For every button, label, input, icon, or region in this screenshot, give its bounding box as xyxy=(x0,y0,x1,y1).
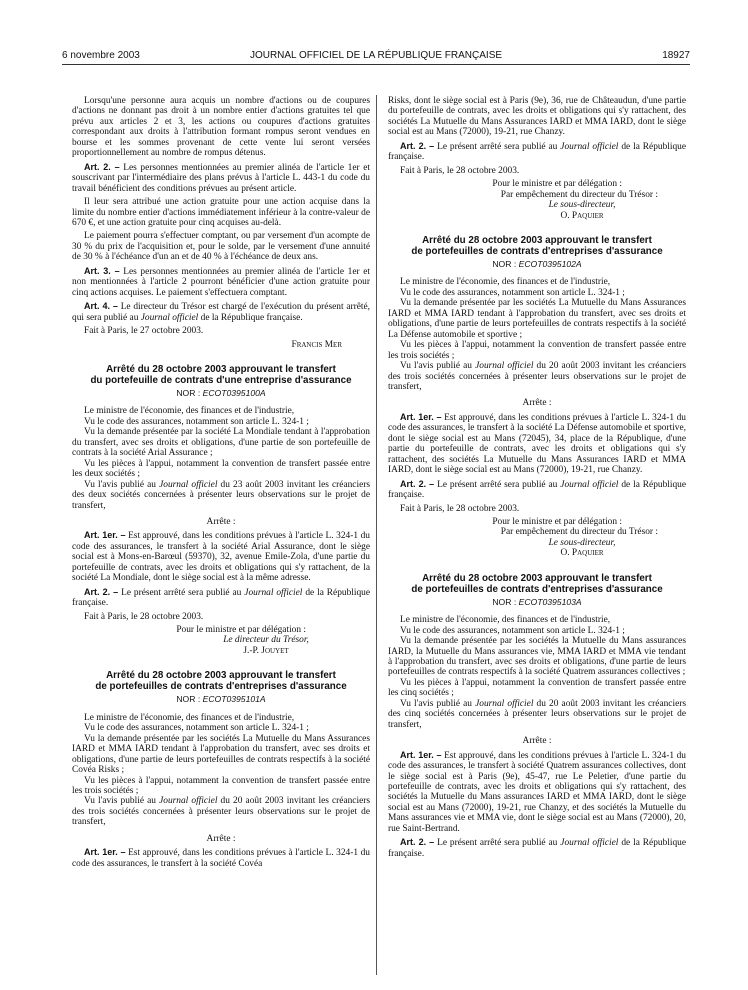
paragraph: Vu le code des assurances, notamment son article L. 324-1 ; xyxy=(400,625,625,636)
signature-line: Le directeur du Trésor, xyxy=(223,635,309,646)
article-4: Art. 4. – Le directeur du Trésor est chargé de l'exécution du présent arrêté, qui sera publié au Journal officiel de la République française. xyxy=(72,301,371,323)
paragraph: Risks, dont le siège social est à Paris (9e), 36, rue de Châteaudun, d'une partie du portefeuille de contrats, avec les droits et obligations qui s'y rattachent, des sociétés La Mutuelle du Mans Assurances IARD et MMA IARD, dont le siège social est au Mans (72000), 19-21, rue Chanzy. xyxy=(388,96,686,138)
nor-reference: NOR : ECOT0395101A xyxy=(176,694,266,705)
header-page-number: 18927 xyxy=(662,50,690,61)
arrete-heading: Arrête : xyxy=(522,398,552,409)
paragraph: Le ministre de l'économie, des finances et de l'industrie, xyxy=(84,712,295,723)
fait-a-paris: Fait à Paris, le 28 octobre 2003. xyxy=(400,165,520,176)
article-1: Art. 1er. – Est approuvé, dans les conditions prévues à l'article L. 324-1 du code des assurances, le transfert à la société Arial Assurance, dont le siège social est à Mons-en-Barœul (59370), 32, avenue Emile-Zola, d'une partie du portefeuille de contrats, avec les droits et obligations qui s'y rattachent, de la société La Mondiale, dont le siège social est à la même adresse. xyxy=(72,530,370,584)
column-divider xyxy=(376,95,377,975)
paragraph: Vu les pièces à l'appui, notamment la convention de transfert passée entre les trois sociétés ; xyxy=(388,340,686,361)
nor-reference: NOR : ECOT0395100A xyxy=(176,387,266,398)
paragraph: Vu les pièces à l'appui, notamment la convention de transfert passée entre les deux sociétés ; xyxy=(72,458,370,480)
right-column xyxy=(388,96,686,859)
paragraph: Vu l'avis publié au Journal officiel du 23 août 2003 invitant les créanciers des deux sociétés concernées à présenter leurs observations sur le projet de transfert, xyxy=(72,479,371,511)
paragraph: Vu les pièces à l'appui, notamment la convention de transfert passée entre les trois sociétés ; xyxy=(72,775,370,797)
header-date: 6 novembre 2003 xyxy=(62,50,140,61)
paragraph: Vu la demande présentée par les sociétés La Mutuelle du Mans Assurances IARD et MMA IARD tendant à l'approbation du transfert, avec ses droits et obligations, d'une partie de leurs portefeuilles de contrats respectifs à la société Covéa Risks ; xyxy=(72,733,370,776)
article-2: Art. 2. – Le présent arrêté sera publié au Journal officiel de la République française. xyxy=(72,586,371,609)
paragraph: Vu la demande présentée par les sociétés la Mutuelle du Mans assurances IARD, la Mutuelle du Mans assurances vie, MMA IARD et MMA vie tendant à l'approbation du transfert, avec ses droits et obligations, d'une partie de leurs portefeuilles de contrats respectifs à la société Quatrem assurances collectives ; xyxy=(388,636,686,678)
decree-title: Arrêté du 28 octobre 2003 approuvant le transfert de portefeuilles de contrats d'entreprises d'assurance xyxy=(411,572,663,595)
paragraph: Vu la demande présentée par les sociétés La Mutuelle du Mans Assurances IARD et MMA IARD tendant à l'approbation du transfert, avec ses droits et obligations, d'une partie de leurs portefeuilles de contrats respectifs à la société La Défense automobile et sportive ; xyxy=(388,298,686,340)
header-rule xyxy=(62,64,690,65)
signature-line: Par empêchement du directeur du Trésor : xyxy=(500,527,658,538)
left-column xyxy=(72,96,370,869)
signature-line: Par empêchement du directeur du Trésor : xyxy=(500,189,658,200)
paragraph: Lorsqu'une personne aura acquis un nombre d'actions ou de coupures d'actions ne donnant pas droit à un nombre entier d'actions gratuites tel que prévu aux articles 2 et 3, les actions ou coupures d'actions gratuites correspondant aux droits à l'attribution formant rompus seront vendues en bourse et les sommes provenant de cette vente lui seront versées proportionnellement au nombre de rompus détenus. xyxy=(72,96,370,159)
signature-name: O. Paquier xyxy=(560,210,604,221)
article-2: Art. 2. – Les personnes mentionnées au premier alinéa de l'article 1er et souscrivant par l'intermédiaire des plans prévus à l'article L. 443-1 du code du travail bénéficient des conditions prévues au présent article. xyxy=(72,161,371,194)
arrete-heading: Arrête : xyxy=(206,516,236,527)
fait-a-paris: Fait à Paris, le 28 octobre 2003. xyxy=(400,503,520,514)
arrete-heading: Arrête : xyxy=(206,833,236,844)
article-1: Art. 1er. – Est approuvé, dans les conditions prévues à l'article L. 324-1 du code des assurances, le transfert à la société La Défense automobile et sportive, dont le siège social est au Mans (72045), 34, place de la République, d'une partie du portefeuille de contrats, avec les droits et obligations qui s'y rattachent, des sociétés La Mutuelle du Mans Assurances IARD et MMA IARD, dont le siège social est au Mans (72000), 19-21, rue Chanzy. xyxy=(388,411,686,476)
arrete-heading: Arrête : xyxy=(522,736,552,747)
paragraph: Vu l'avis publié au Journal officiel du 20 août 2003 invitant les créanciers des trois sociétés concernées à présenter leurs observations sur le projet de transfert, xyxy=(388,361,687,392)
paragraph: Le ministre de l'économie, des finances et de l'industrie, xyxy=(84,406,295,417)
decree-title: Arrêté du 28 octobre 2003 approuvant le transfert de portefeuilles de contrats d'entreprises d'assurance xyxy=(95,670,347,693)
decree-title: Arrêté du 28 octobre 2003 approuvant le transfert du portefeuille de contrats d'une entreprise d'assurance xyxy=(90,363,352,386)
decree-title: Arrêté du 28 octobre 2003 approuvant le transfert de portefeuilles de contrats d'entreprises d'assurance xyxy=(411,234,663,257)
signature-name: J.-P. Jouyet xyxy=(243,645,289,656)
header-journal-title: JOURNAL OFFICIEL DE LA RÉPUBLIQUE FRANÇAISE xyxy=(249,50,503,61)
page-header xyxy=(62,50,690,64)
article-2: Art. 2. – Le présent arrêté sera publié au Journal officiel de la République française. xyxy=(388,478,687,501)
paragraph: Le ministre de l'économie, des finances et de l'industrie, xyxy=(400,615,611,626)
paragraph: Vu le code des assurances, notamment son article L. 324-1 ; xyxy=(84,416,309,427)
paragraph: Vu le code des assurances, notamment son article L. 324-1 ; xyxy=(84,723,309,734)
signature-line: Le sous-directeur, xyxy=(548,200,616,211)
signature: Francis Mer xyxy=(291,339,342,350)
article-1: Art. 1er. – Est approuvé, dans les conditions prévues à l'article L. 324-1 du code des assurances, le transfert à société Quatrem assurances collectives, dont le siège social est à Paris (9e), 45-47, rue Le Peletier, d'une partie du portefeuille de contrats, avec les droits et obligations qui s'y rattachent, des sociétés la Mutuelle du Mans assurances IARD et MMA IARD, dont le siège social est au Mans (72000), 19-21, rue Chanzy, et des sociétés la Mutuelle du Mans assurances vie et MMA vie, dont le siège social est au Mans (72000), 20, rue Saint-Bertrand. xyxy=(388,749,686,834)
paragraph: Vu le code des assurances, notamment son article L. 324-1 ; xyxy=(400,287,625,298)
paragraph: Le ministre de l'économie, des finances et de l'industrie, xyxy=(400,277,611,288)
paragraph: Vu les pièces à l'appui, notamment la convention de transfert passée entre les cinq sociétés ; xyxy=(388,677,686,699)
article-2: Art. 2. – Le présent arrêté sera publié au Journal officiel de la République française. xyxy=(388,837,687,859)
nor-reference: NOR : ECOT0395102A xyxy=(492,258,582,269)
signature-line: Pour le ministre et par délégation : xyxy=(176,625,306,636)
nor-reference: NOR : ECOT0395103A xyxy=(492,596,582,607)
article-3: Art. 3. – Les personnes mentionnées au premier alinéa de l'article 1er et non mentionnées à l'article 2 pourront bénéficier d'une action gratuite pour cinq actions acquises. Le paiement s'effectuera comptant. xyxy=(72,265,371,298)
signature-line: Le sous-directeur, xyxy=(548,537,616,548)
paragraph: Le paiement pourra s'effectuer comptant, ou par versement d'un acompte de 30 % du prix de l'acquisition et, pour le solde, par le versement d'une annuité de 30 % à l'échéance d'un an et de 40 % à l'échéance de deux ans. xyxy=(72,231,370,263)
signature-line: Pour le ministre et par délégation : xyxy=(492,179,622,190)
paragraph: Vu l'avis publié au Journal officiel du 20 août 2003 invitant les créanciers des trois sociétés concernées à présenter leurs observations sur le projet de transfert, xyxy=(72,796,371,828)
signature-name: O. Paquier xyxy=(560,548,604,559)
fait-a-paris: Fait à Paris, le 27 octobre 2003. xyxy=(84,326,204,337)
paragraph: Vu l'avis publié au Journal officiel du 20 août 2003 invitant les créanciers des cinq sociétés concernées à présenter leurs observations sur le projet de transfert, xyxy=(388,698,687,730)
paragraph: Vu la demande présentée par la société La Mondiale tendant à l'approbation du transfert, avec ses droits et obligations, d'une partie de son portefeuille de contrats à la société Arial Assurance ; xyxy=(72,427,370,459)
fait-a-paris: Fait à Paris, le 28 octobre 2003. xyxy=(84,611,204,622)
signature-line: Pour le ministre et par délégation : xyxy=(492,516,622,527)
paragraph: Il leur sera attribué une action gratuite pour une action acquise dans la limite du nombre entier d'actions immédiatement inférieur à la contre-valeur de 670 €, et une action gratuite pour cinq acquises au-delà. xyxy=(72,197,370,228)
article-1: Art. 1er. – Est approuvé, dans les conditions prévues à l'article L. 324-1 du code des assurances, le transfert à la société Covéa xyxy=(72,847,370,869)
article-2: Art. 2. – Le présent arrêté sera publié au Journal officiel de la République française. xyxy=(388,140,687,163)
